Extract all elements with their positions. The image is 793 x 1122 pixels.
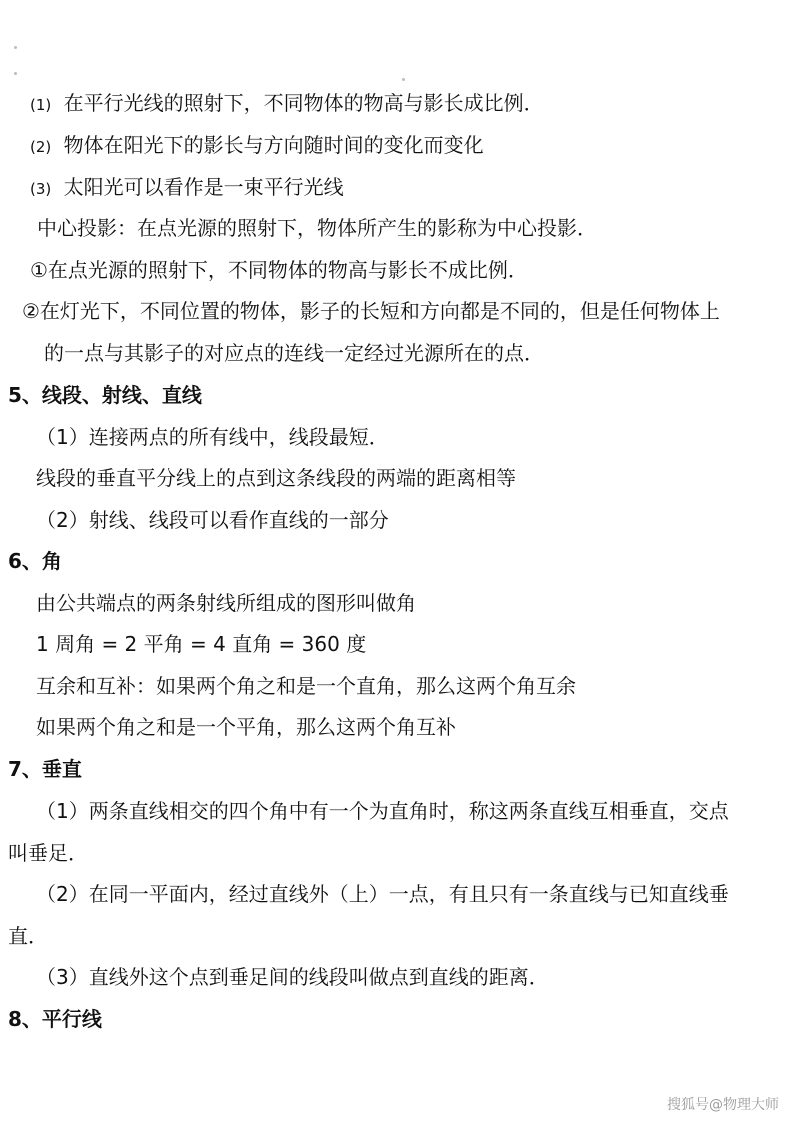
list-item <box>30 175 344 201</box>
list-item <box>30 133 484 159</box>
list-item: （2）射线、线段可以看作直线的一部分 <box>36 508 389 532</box>
list-item: （1）连接两点的所有线中，线段最短． <box>36 425 389 449</box>
paragraph: 互余和互补：如果两个角之和是一个直角，那么这两个角互余 <box>36 674 576 698</box>
watermark: 搜狐号@物理大师 <box>667 1097 779 1113</box>
paragraph: ②在灯光下，不同位置的物体，影子的长短和方向都是不同的，但是任何物体上 <box>22 299 720 323</box>
scan-speck <box>402 78 405 81</box>
section-heading: 6、角 <box>8 549 62 573</box>
section-heading: 7、垂直 <box>8 757 82 781</box>
list-item <box>30 91 544 117</box>
list-item: （3）直线外这个点到垂足间的线段叫做点到直线的距离． <box>36 965 549 989</box>
list-item: （2）在同一平面内，经过直线外（上）一点，有且只有一条直线与已知直线垂 <box>36 882 729 906</box>
list-item-continuation: 直． <box>8 924 48 948</box>
list-item-continuation: 叫垂足． <box>8 841 88 865</box>
paragraph: 如果两个角之和是一个平角，那么这两个角互补 <box>36 715 456 739</box>
item-number: (3) <box>30 180 52 198</box>
paragraph: 中心投影：在点光源的照射下，物体所产生的影称为中心投影． <box>37 216 597 240</box>
item-number: (2) <box>30 138 52 156</box>
item-text: 太阳光可以看作是一束平行光线 <box>63 175 344 199</box>
paragraph: 线段的垂直平分线上的点到这条线段的两端的距离相等 <box>36 466 516 490</box>
list-item: （1）两条直线相交的四个角中有一个为直角时，称这两条直线互相垂直，交点 <box>36 799 729 823</box>
scan-speck <box>14 72 17 75</box>
item-text: 在平行光线的照射下，不同物体的物高与影长成比例． <box>63 91 544 115</box>
item-text: 物体在阳光下的影长与方向随时间的变化而变化 <box>63 133 484 157</box>
paragraph: ①在点光源的照射下，不同物体的物高与影长不成比例． <box>30 258 528 282</box>
paragraph: 1 周角 = 2 平角 = 4 直角 = 360 度 <box>36 632 367 656</box>
paragraph: 由公共端点的两条射线所组成的图形叫做角 <box>36 591 416 615</box>
item-number: (1) <box>30 96 52 114</box>
section-heading: 8、平行线 <box>8 1007 102 1031</box>
scan-speck <box>14 46 17 49</box>
paragraph: 的一点与其影子的对应点的连线一定经过光源所在的点． <box>44 341 544 365</box>
section-heading: 5、线段、射线、直线 <box>8 383 202 407</box>
